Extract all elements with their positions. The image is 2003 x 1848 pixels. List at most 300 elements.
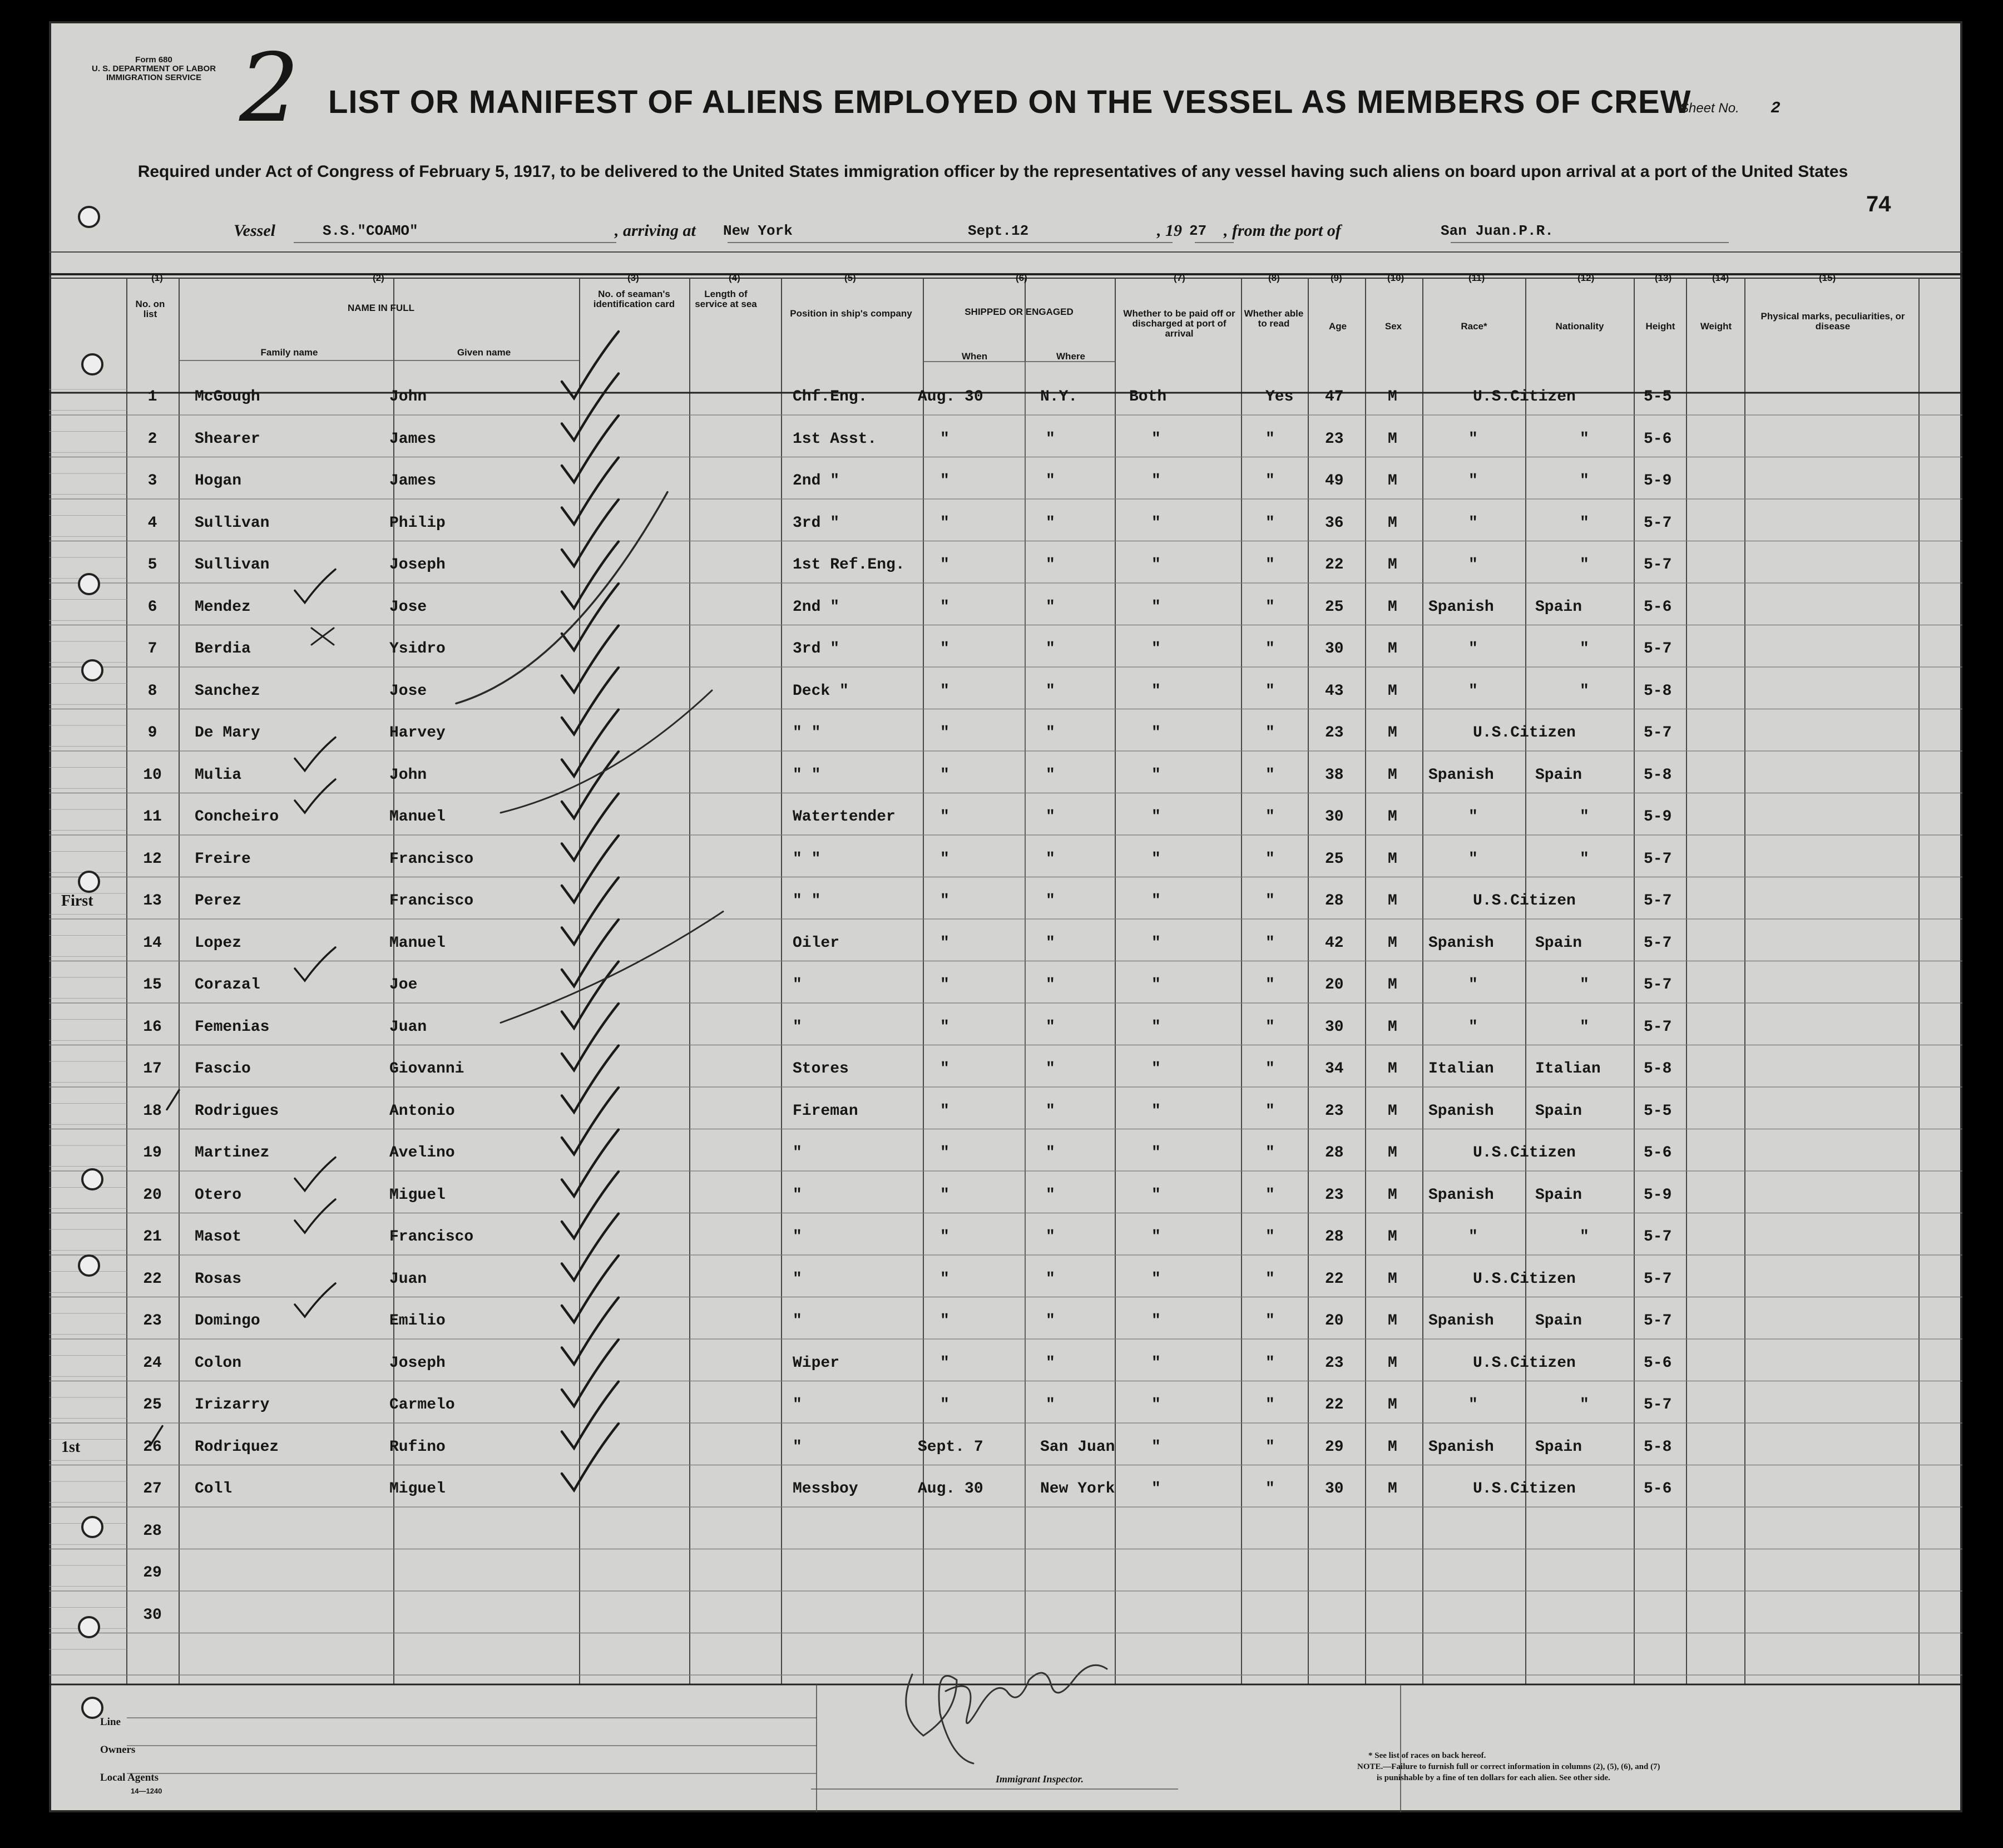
cell-no: 23 <box>143 1312 162 1330</box>
cell-height: 5-7 <box>1644 556 1672 574</box>
cell-position: 2nd " <box>793 598 840 616</box>
cell-nationality: " <box>1580 976 1589 994</box>
cell-able-to-read: " <box>1265 1480 1275 1498</box>
cell-nationality: " <box>1580 850 1589 868</box>
cell-shipped-when: " <box>940 1018 949 1036</box>
cell-given-name: Emilio <box>389 1312 446 1330</box>
cell-nationality: Spain <box>1535 1186 1582 1204</box>
cell-position: " <box>793 1438 802 1456</box>
cell-height: 5-7 <box>1644 1312 1672 1330</box>
cell-shipped-where: " <box>1046 724 1055 742</box>
cell-position: Deck " <box>793 682 849 700</box>
cell-given-name: Avelino <box>389 1144 455 1162</box>
cell-age: 42 <box>1325 934 1344 952</box>
sheet-label: Sheet No. <box>1680 101 1739 116</box>
cell-paid-off: " <box>1151 976 1161 994</box>
from-port-value: San Juan.P.R. <box>1441 223 1554 239</box>
cell-sex: M <box>1388 1480 1397 1498</box>
from-port-label: , from the port of <box>1224 221 1341 240</box>
cell-shipped-when: " <box>940 430 949 448</box>
cell-age: 47 <box>1325 388 1344 406</box>
cell-position: " " <box>793 892 821 910</box>
cell-age: 28 <box>1325 1228 1344 1246</box>
cell-no: 22 <box>143 1270 162 1288</box>
cell-height: 5-6 <box>1644 430 1672 448</box>
cell-position: " " <box>793 724 821 742</box>
cell-position: " <box>793 1396 802 1414</box>
col-weight: Weight <box>1700 321 1732 332</box>
cell-given-name: James <box>389 472 437 490</box>
cell-height: 5-7 <box>1644 976 1672 994</box>
cell-shipped-when: " <box>940 1228 949 1246</box>
manifest-sheet <box>49 21 1962 1812</box>
cell-age: 28 <box>1325 1144 1344 1162</box>
cell-paid-off: " <box>1151 640 1161 658</box>
cell-height: 5-6 <box>1644 598 1672 616</box>
cell-race: " <box>1468 430 1478 448</box>
cell-no: 25 <box>143 1396 162 1414</box>
cell-race: " <box>1468 682 1478 700</box>
cell-position: " <box>793 1144 802 1162</box>
column-number: (11) <box>1468 273 1485 283</box>
punch-hole <box>81 659 103 681</box>
line-label: Line <box>100 1716 121 1728</box>
col-no-on-list: No. on list <box>135 299 165 319</box>
cell-height: 5-7 <box>1644 1270 1672 1288</box>
cell-given-name: Francisco <box>389 850 474 868</box>
cell-nationality: " <box>1580 514 1589 532</box>
cell-height: 5-7 <box>1644 1018 1672 1036</box>
cell-nationality: " <box>1580 556 1589 574</box>
cell-shipped-when: " <box>940 1270 949 1288</box>
cell-age: 25 <box>1325 850 1344 868</box>
cell-given-name: Manuel <box>389 934 446 952</box>
footnote-penalty-2: is punishable by a fine of ten dollars for each alien. See other side. <box>1377 1773 1610 1782</box>
cell-race: Italian <box>1428 1060 1494 1078</box>
cell-able-to-read: " <box>1265 1018 1275 1036</box>
cell-no: 13 <box>143 892 162 910</box>
cell-shipped-where: " <box>1046 514 1055 532</box>
cell-no: 19 <box>143 1144 162 1162</box>
cell-sex: M <box>1388 892 1397 910</box>
cell-position: Oiler <box>793 934 840 952</box>
col-given-name: Given name <box>457 347 511 358</box>
cell-family-name: Colon <box>195 1354 242 1372</box>
cell-position: Fireman <box>793 1102 858 1120</box>
cell-given-name: Ysidro <box>389 640 446 658</box>
cell-nationality: " <box>1580 1228 1589 1246</box>
column-number: (13) <box>1655 273 1672 283</box>
cell-paid-off: " <box>1151 934 1161 952</box>
cell-nationality: Spain <box>1535 1102 1582 1120</box>
footnote-penalty-1: NOTE.—Failure to furnish full or correct information in columns (2), (5), (6), and (7) <box>1357 1762 1660 1771</box>
cell-no: 14 <box>143 934 162 952</box>
cell-shipped-where: " <box>1046 1060 1055 1078</box>
cell-paid-off: " <box>1151 1270 1161 1288</box>
column-number: (10) <box>1387 273 1404 283</box>
cell-age: 43 <box>1325 682 1344 700</box>
cell-able-to-read: " <box>1265 934 1275 952</box>
cell-able-to-read: " <box>1265 472 1275 490</box>
cell-height: 5-9 <box>1644 472 1672 490</box>
cell-family-name: Martinez <box>195 1144 270 1162</box>
cell-family-name: Masot <box>195 1228 242 1246</box>
cell-sex: M <box>1388 598 1397 616</box>
cell-shipped-when: " <box>940 724 949 742</box>
cell-able-to-read: " <box>1265 514 1275 532</box>
cell-no: 9 <box>147 724 157 742</box>
cell-nationality: " <box>1580 808 1589 826</box>
column-number: (9) <box>1331 273 1342 283</box>
cell-shipped-when: " <box>940 1312 949 1330</box>
cell-height: 5-8 <box>1644 1438 1672 1456</box>
form-identifier <box>92 56 216 82</box>
col-position: Position in ship's company <box>790 308 912 319</box>
cell-nationality: Spain <box>1535 1438 1582 1456</box>
cell-nationality: Spain <box>1535 766 1582 784</box>
cell-height: 5-7 <box>1644 934 1672 952</box>
cell-given-name: John <box>389 388 427 406</box>
cell-shipped-where: " <box>1046 430 1055 448</box>
cell-given-name: Harvey <box>389 724 446 742</box>
cell-shipped-when: " <box>940 1354 949 1372</box>
cell-height: 5-5 <box>1644 388 1672 406</box>
cell-height: 5-6 <box>1644 1144 1672 1162</box>
cell-paid-off: " <box>1151 724 1161 742</box>
cell-shipped-when: Aug. 30 <box>918 1480 983 1498</box>
cell-nationality: Spain <box>1535 1312 1582 1330</box>
cell-age: 28 <box>1325 892 1344 910</box>
cell-family-name: Sullivan <box>195 514 270 532</box>
col-length-service: Length of service at sea <box>695 289 757 309</box>
cell-race: " <box>1468 472 1478 490</box>
cell-paid-off: " <box>1151 766 1161 784</box>
cell-position: " <box>793 1228 802 1246</box>
cell-age: 30 <box>1325 1018 1344 1036</box>
cell-able-to-read: " <box>1265 1060 1275 1078</box>
arriving-label: , arriving at <box>615 221 696 240</box>
cell-race: " <box>1468 640 1478 658</box>
cell-paid-off: " <box>1151 850 1161 868</box>
cell-shipped-where: " <box>1046 1228 1055 1246</box>
cell-race: Spanish <box>1428 1438 1494 1456</box>
column-number: (5) <box>844 273 856 283</box>
cell-family-name: Coll <box>195 1480 233 1498</box>
cell-margin-note: First <box>61 892 93 910</box>
cell-height: 5-8 <box>1644 766 1672 784</box>
cell-age: 38 <box>1325 766 1344 784</box>
punch-hole <box>78 573 100 595</box>
cell-race: " <box>1468 1228 1478 1246</box>
cell-shipped-when: " <box>940 892 949 910</box>
cell-race: " <box>1468 1018 1478 1036</box>
cell-paid-off: " <box>1151 1144 1161 1162</box>
punch-hole <box>78 1616 100 1638</box>
date-value: Sept.12 <box>968 223 1029 239</box>
cell-sex: M <box>1388 514 1397 532</box>
page-title: LIST OR MANIFEST OF ALIENS EMPLOYED ON THE VESSEL AS MEMBERS OF CREW <box>328 84 1692 120</box>
cell-shipped-when: " <box>940 598 949 616</box>
cell-family-name: Concheiro <box>195 808 279 826</box>
column-number: (12) <box>1577 273 1595 283</box>
cell-shipped-where: " <box>1046 766 1055 784</box>
cell-given-name: John <box>389 766 427 784</box>
cell-paid-off: " <box>1151 1354 1161 1372</box>
cell-shipped-where: " <box>1046 808 1055 826</box>
cell-race: Spanish <box>1428 598 1494 616</box>
cell-able-to-read: " <box>1265 430 1275 448</box>
agents-code: 14—1240 <box>131 1787 162 1795</box>
cell-race: Spanish <box>1428 1312 1494 1330</box>
cell-sex: M <box>1388 640 1397 658</box>
cell-shipped-when: " <box>940 808 949 826</box>
cell-sex: M <box>1388 1312 1397 1330</box>
cell-no: 5 <box>147 556 157 574</box>
cell-able-to-read: " <box>1265 1186 1275 1204</box>
cell-given-name: Jose <box>389 682 427 700</box>
year-value: 27 <box>1189 223 1207 239</box>
cell-paid-off: " <box>1151 1396 1161 1414</box>
cell-family-name: Rodriquez <box>195 1438 279 1456</box>
cell-sex: M <box>1388 682 1397 700</box>
cell-paid-off: " <box>1151 556 1161 574</box>
cell-height: 5-7 <box>1644 850 1672 868</box>
punch-hole <box>81 1516 103 1538</box>
col-physical-marks: Physical marks, peculiarities, or disease <box>1760 311 1905 332</box>
column-number: (14) <box>1712 273 1729 283</box>
arriving-value: New York <box>723 223 793 239</box>
cell-paid-off: " <box>1151 1312 1161 1330</box>
cell-sex: M <box>1388 1018 1397 1036</box>
cell-family-name: Corazal <box>195 976 260 994</box>
cell-position: Chf.Eng. <box>793 388 868 406</box>
cell-shipped-when: " <box>940 1102 949 1120</box>
cell-sex: M <box>1388 1186 1397 1204</box>
cell-shipped-when: " <box>940 1396 949 1414</box>
cell-paid-off: " <box>1151 1102 1161 1120</box>
cell-paid-off: " <box>1151 1186 1161 1204</box>
cell-race: " <box>1468 556 1478 574</box>
cell-nationality: " <box>1580 640 1589 658</box>
cell-no: 17 <box>143 1060 162 1078</box>
cell-paid-off: " <box>1151 1480 1161 1498</box>
cell-given-name: Manuel <box>389 808 446 826</box>
cell-sex: M <box>1388 430 1397 448</box>
cell-no: 30 <box>143 1606 162 1624</box>
cell-position: " <box>793 1270 802 1288</box>
punch-hole <box>81 353 103 375</box>
cell-no: 7 <box>147 640 157 658</box>
cell-age: 22 <box>1325 1396 1344 1414</box>
cell-height: 5-6 <box>1644 1354 1672 1372</box>
cell-shipped-when: " <box>940 766 949 784</box>
cell-position: 3rd " <box>793 514 840 532</box>
cell-shipped-where: N.Y. <box>1040 388 1078 406</box>
cell-able-to-read: " <box>1265 640 1275 658</box>
cell-age: 22 <box>1325 1270 1344 1288</box>
cell-shipped-where: San Juan <box>1040 1438 1115 1456</box>
cell-nationality: " <box>1580 682 1589 700</box>
col-age: Age <box>1328 321 1347 332</box>
cell-able-to-read: " <box>1265 598 1275 616</box>
cell-given-name: Carmelo <box>389 1396 455 1414</box>
cell-family-name: Freire <box>195 850 251 868</box>
cell-height: 5-8 <box>1644 682 1672 700</box>
cell-no: 29 <box>143 1564 162 1582</box>
cell-shipped-where: " <box>1046 1312 1055 1330</box>
cell-race: " <box>1468 514 1478 532</box>
cell-family-name: Hogan <box>195 472 242 490</box>
cell-age: 20 <box>1325 1312 1344 1330</box>
cell-no: 26 <box>143 1438 162 1456</box>
cell-able-to-read: " <box>1265 850 1275 868</box>
cell-able-to-read: " <box>1265 556 1275 574</box>
cell-shipped-when: " <box>940 640 949 658</box>
vessel-label: Vessel <box>234 221 275 240</box>
cell-nationality: " <box>1580 1018 1589 1036</box>
punch-hole <box>81 1697 103 1719</box>
cell-able-to-read: " <box>1265 808 1275 826</box>
cell-family-name: Berdia <box>195 640 251 658</box>
cell-given-name: Jose <box>389 598 427 616</box>
cell-height: 5-7 <box>1644 1228 1672 1246</box>
cell-able-to-read: Yes <box>1265 388 1294 406</box>
cell-sex: M <box>1388 766 1397 784</box>
cell-race: Spanish <box>1428 934 1494 952</box>
cell-paid-off: Both <box>1129 388 1167 406</box>
table-grid <box>49 21 1962 1812</box>
cell-sex: M <box>1388 472 1397 490</box>
cell-position: " <box>793 1186 802 1204</box>
vessel-value: S.S."COAMO" <box>323 223 418 239</box>
cell-shipped-when: " <box>940 556 949 574</box>
cell-no: 10 <box>143 766 162 784</box>
cell-shipped-where: " <box>1046 1396 1055 1414</box>
cell-sex: M <box>1388 1270 1397 1288</box>
cell-family-name: Otero <box>195 1186 242 1204</box>
cell-able-to-read: " <box>1265 1354 1275 1372</box>
cell-no: 15 <box>143 976 162 994</box>
cell-nationality: U.S.Citizen <box>1473 1354 1576 1372</box>
cell-nationality: U.S.Citizen <box>1473 724 1576 742</box>
cell-sex: M <box>1388 724 1397 742</box>
cell-position: " <box>793 1018 802 1036</box>
cell-sex: M <box>1388 1396 1397 1414</box>
handwritten-sheet-number: 2 <box>239 33 300 144</box>
cell-no: 16 <box>143 1018 162 1036</box>
cell-sex: M <box>1388 388 1397 406</box>
cell-able-to-read: " <box>1265 724 1275 742</box>
cell-able-to-read: " <box>1265 1270 1275 1288</box>
cell-nationality: U.S.Citizen <box>1473 1270 1576 1288</box>
cell-family-name: Rosas <box>195 1270 242 1288</box>
column-number: (6) <box>1016 273 1027 283</box>
column-number: (15) <box>1819 273 1836 283</box>
cell-shipped-where: " <box>1046 1186 1055 1204</box>
col-able-read: Whether able to read <box>1244 308 1304 329</box>
cell-no: 8 <box>147 682 157 700</box>
cell-paid-off: " <box>1151 1018 1161 1036</box>
cell-shipped-where: " <box>1046 472 1055 490</box>
cell-paid-off: " <box>1151 892 1161 910</box>
column-number: (3) <box>627 273 639 283</box>
punch-hole <box>78 871 100 893</box>
cell-age: 23 <box>1325 1186 1344 1204</box>
cell-height: 5-7 <box>1644 640 1672 658</box>
cell-position: 1st Ref.Eng. <box>793 556 905 574</box>
cell-age: 22 <box>1325 556 1344 574</box>
cell-able-to-read: " <box>1265 1228 1275 1246</box>
cell-shipped-where: " <box>1046 892 1055 910</box>
cell-sex: M <box>1388 1438 1397 1456</box>
cell-able-to-read: " <box>1265 892 1275 910</box>
cell-no: 6 <box>147 598 157 616</box>
cell-position: " <box>793 1312 802 1330</box>
cell-shipped-where: " <box>1046 1270 1055 1288</box>
cell-nationality: " <box>1580 1396 1589 1414</box>
cell-given-name: Francisco <box>389 892 474 910</box>
column-number: (7) <box>1174 273 1185 283</box>
cell-shipped-when: " <box>940 514 949 532</box>
cell-shipped-where: " <box>1046 1144 1055 1162</box>
cell-position: " " <box>793 766 821 784</box>
cell-height: 5-7 <box>1644 724 1672 742</box>
col-sex: Sex <box>1384 321 1402 332</box>
cell-family-name: Femenias <box>195 1018 270 1036</box>
cell-given-name: Giovanni <box>389 1060 464 1078</box>
cell-no: 2 <box>147 430 157 448</box>
cell-shipped-when: " <box>940 472 949 490</box>
cell-shipped-when: " <box>940 850 949 868</box>
cell-nationality: " <box>1580 430 1589 448</box>
col-height: Height <box>1645 321 1675 332</box>
cell-able-to-read: " <box>1265 976 1275 994</box>
col-family-name: Family name <box>260 347 318 358</box>
cell-given-name: Joe <box>389 976 418 994</box>
cell-paid-off: " <box>1151 682 1161 700</box>
form-department: U. S. DEPARTMENT OF LABOR <box>92 64 216 73</box>
cell-paid-off: " <box>1151 808 1161 826</box>
cell-age: 20 <box>1325 976 1344 994</box>
cell-height: 5-9 <box>1644 1186 1672 1204</box>
cell-shipped-where: New York <box>1040 1480 1115 1498</box>
cell-sex: M <box>1388 808 1397 826</box>
cell-family-name: Perez <box>195 892 242 910</box>
cell-age: 30 <box>1325 640 1344 658</box>
cell-shipped-when: " <box>940 1186 949 1204</box>
cell-no: 28 <box>143 1522 162 1540</box>
cell-able-to-read: " <box>1265 1312 1275 1330</box>
form-number: Form 680 <box>135 55 172 65</box>
cell-shipped-when: Aug. 30 <box>918 388 983 406</box>
column-number: (4) <box>729 273 740 283</box>
col-race: Race* <box>1461 321 1487 332</box>
cell-no: 27 <box>143 1480 162 1498</box>
cell-shipped-where: " <box>1046 976 1055 994</box>
cell-shipped-where: " <box>1046 682 1055 700</box>
cell-paid-off: " <box>1151 1228 1161 1246</box>
cell-sex: M <box>1388 1102 1397 1120</box>
cell-shipped-when: " <box>940 1144 949 1162</box>
cell-nationality: U.S.Citizen <box>1473 388 1576 406</box>
cell-position: " " <box>793 850 821 868</box>
cell-nationality: Spain <box>1535 598 1582 616</box>
cell-sex: M <box>1388 1144 1397 1162</box>
cell-shipped-where: " <box>1046 598 1055 616</box>
cell-given-name: Philip <box>389 514 446 532</box>
column-number: (8) <box>1268 273 1280 283</box>
cell-family-name: Rodrigues <box>195 1102 279 1120</box>
